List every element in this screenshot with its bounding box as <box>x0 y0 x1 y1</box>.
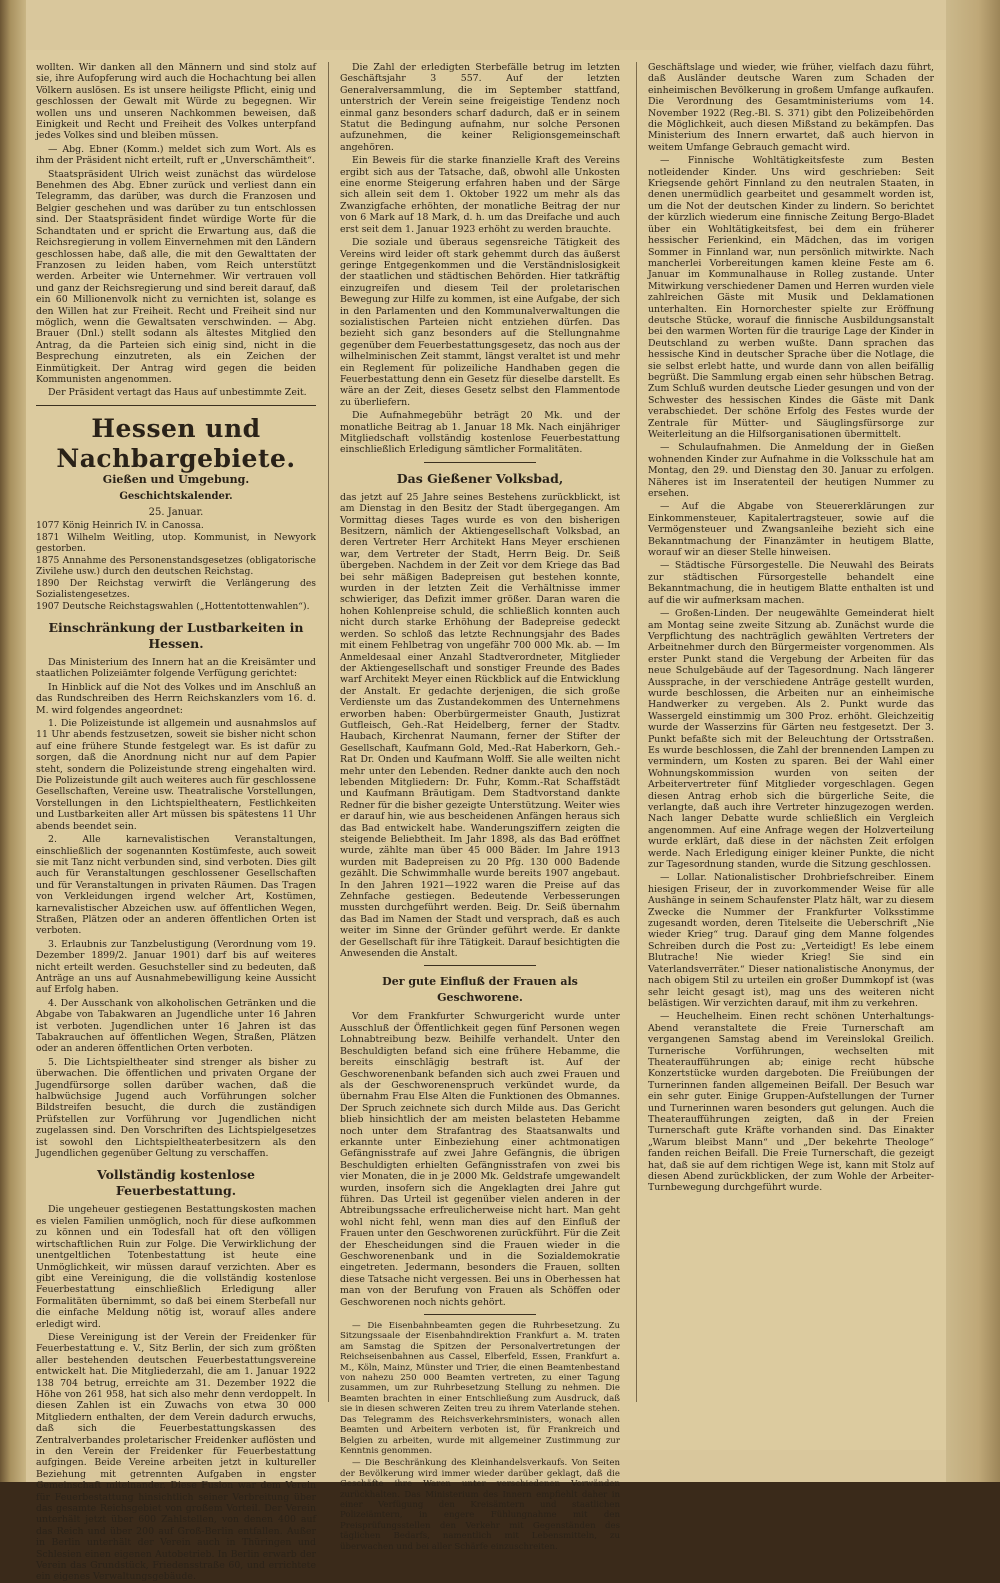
news-item: — Auf die Abgabe von Steuererklärungen zur Einkommensteuer, Kapitalertragsteuer, sowie auf die Vermögensteuer und Zwangsanleihe bezieht sich eine Bekanntmachung der Finanzämter in heutigem Blatte, worauf wir an dieser Stelle hinweisen. <box>648 501 934 559</box>
section-headline: Hessen und Nachbargebiete. <box>56 413 296 473</box>
paragraph: Die soziale und überaus segensreiche Tätigkeit des Vereins wird leider oft stark gehemmt durch das äußerst geringe Entgegenkommen und die Verständnislosigkeit der staatlichen und städtischen Behörden. Hier tatkräftig einzugreifen und diesem Teil der proletarischen Bewegung zur Hilfe zu kommen, ist eine Aufgabe, der sich in den Parlamenten und den Kommunalverwaltungen die sozialistischen Parteien nicht entziehen dürfen. Das bezieht sich ganz besonders auf die Stellungnahme gegenüber dem Feuerbestattungsgesetz, das noch aus der wilhelminischen Zeit stammt, längst veraltet ist und mehr ein Reglement für polizeiliche Handhaben gegen die Feuerbestattung denn ein Gesetz für dieselbe darstellt. Es wäre an der Zeit, dieses Gesetz selbst den Flammentode zu überliefern. <box>340 237 620 408</box>
paragraph: Die Zahl der erledigten Sterbefälle betrug im letzten Geschäftsjahr 3 557. Auf der letzten Generalversammlung, die im September stattfand, unterstrich der Verein seine freigeistige Tendenz noch einmal ganz besonders scharf dadurch, daß er in seinem Statut die Bedingung aufnahm, nur solche Personen aufzunehmen, die keiner Religionsgemeinschaft angehören. <box>340 62 620 153</box>
paragraph: wollten. Wir danken all den Männern und sind stolz auf sie, ihre Aufopferung wird auch die Hochachtung bei allen Völkern auslösen. Es ist unsere heiligste Pflicht, einig und geschlossen der Gewalt mit Würde zu begegnen. Wir wollen uns und unseren Nachkommen beweisen, daß Einigkeit und Recht und Freiheit des Volkes unterpfand jedes Volkes sind und bleiben müssen. <box>36 62 316 142</box>
page-edge <box>946 0 1000 1482</box>
section-subheadline: Gießen und Umgebung. <box>102 472 250 486</box>
paragraph: 5. Die Lichtspieltheater sind strenger als bisher zu überwachen. Die öffentlichen und privaten Organe der Jugendfürsorge sollen darüber wachen, daß die halbwüchsige Jugend auch Vorführungen solcher Bildstreifen besucht, die durch die zuständigen Prüfstellen zur Vorführung vor Jugendlichen nicht zugelassen sind. Den Vorschriften des Lichtspielgesetzes ist sowohl den Lichtspieltheaterbesitzern als den Jugendlichen gegenüber Geltung zu verschaffen. <box>36 1056 316 1160</box>
column-rule <box>636 62 637 1402</box>
paragraph: 4. Der Ausschank von alkoholischen Getränken und die Abgabe von Tabakwaren an Jugendliche unter 16 Jahren ist verboten. Jugendlichen unter 16 Jahren ist das Tabakrauchen auf öffentlichen Wegen, Straßen, Plätzen oder an anderen öffentlichen Orten verboten. <box>36 997 316 1055</box>
paragraph: 1. Die Polizeistunde ist allgemein und ausnahmslos auf 11 Uhr abends festzusetzen, soweit sie bisher nicht schon auf eine frühere Stunde festgelegt war. Es ist dafür zu sorgen, daß die Anordnung nicht nur auf dem Papier steht, sondern die Polizeistunde streng eingehalten wird. Die Polizeistunde gilt auch weiteres auch für geschlossene Gesellschaften, Vereine usw. Theatralische Vorstellungen, Vorstellungen in den Lichtspieltheatern, Festlichkeiten und Lustbarkeiten aller Art müssen bis spätestens 11 Uhr abends beendet sein. <box>36 718 316 832</box>
column-rule <box>328 62 329 1402</box>
paragraph: das jetzt auf 25 Jahre seines Bestehens zurückblickt, ist am Dienstag in den Besitz der Stadt übergegangen. Am Vormittag dieses Tages wurde es von den bisherigen Besitzern, nämlich der Aktiengesellschaft Volksbad, an deren Vertreter Herr Architekt Hans Meyer erschienen war, dem Vertreter der Stadt, Herrn Beig. Dr. Seiß übergeben. Nachdem in der Zeit vor dem Kriege das Bad bei sehr mäßigen Badepreisen gut bestehen konnte, wurden in der letzten Zeit die Verhältnisse immer schwieriger, das Defizit immer größer. Daran waren die hohen Kohlenpreise schuld, die schließlich konnten auch nicht durch starke Erhöhung der Badepreise gedeckt werden. So schloß das letzte Rechnungsjahr des Bades mit einem Fehlbetrag von ungefähr 700 000 Mk. ab. — Im Anmeldesaal einer Anzahl Stadtverordneter, Mitglieder der Aktiengesellschaft und sonstiger Freunde des Bades warf Architekt Meyer einen Rückblick auf die Entwicklung der Anstalt. Er gedachte derjenigen, die sich große Verdienste um das Zustandekommen des Unternehmens erworben haben: Oberbürgermeister Gnauth, Justizrat Gutfleisch, Geh.-Rat Heidelberg, ferner der Stadtv. Haubach, Kirchenrat Naumann, ferner der Stifter der Gesellschaft, Kaufmann Gold, Med.-Rat Haberkorn, Geh.-Rat Dr. Onden und Kaufmann Wolff. Sie alle weilten nicht mehr unter den Lebenden. Redner dankte auch den noch lebenden Mitgliedern: Dr. Fuhr, Komm.-Rat Schaffstädt und Kaufmann Bräutigam. Dem Stadtvorstand dankte Redner für die bisher gezeigte Unterstützung. Weiter wies er darauf hin, wie aus bescheidenen Anfängen heraus sich das Bad entwickelt habe. Wanderungsziffern zeigten die steigende Beliebtheit. Im Jahr 1898, als das Bad eröffnet wurde, zählte man über 45 000 Bäder. Im Jahre 1913 wurden mit Badepreisen zu 20 Pfg. 130 000 Badende gezählt. Die Schwimmhalle wurde bereits 1907 angebaut. In den Jahren 1921—1922 waren die Preise auf das Zehnfache gestiegen. Bedeutende Verbesserungen mussten durchgeführt werden. Beig. Dr. Seiß übernahm das Bad im Namen der Stadt und versprach, daß es auch weiter im Sinne der Gründer geführt werde. Er dankte der Gesellschaft für ihre Tätigkeit. Darauf besichtigten die Anwesenden die Anstalt. <box>340 491 620 960</box>
paragraph: 3. Erlaubnis zur Tanzbelustigung (Verordnung vom 19. Dezember 1899/2. Januar 1901) darf bis auf weiteres nicht erteilt werden. Gesuchsteller sind zu bedeuten, daß Anträge an uns auf Ausnahmebewilligung keine Aussicht auf Erfolg haben. <box>36 938 316 996</box>
article-headline: Einschränkung der Lustbarkeiten in Hessen. <box>48 620 304 651</box>
column-3 <box>648 62 934 1402</box>
news-item: — Lollar. Nationalistischer Drohbriefschreiber. Einem hiesigen Friseur, der in zuvorkommender Weise für alle Aushänge in seinem Schaufenster Platz hält, war zu diesem Zwecke die Nummer der Frankfurter Volksstimme zugesandt worden, deren Titelseite die Ueberschrift „Nie wieder Krieg“ trug. Darauf ging dem Manne folgendes Schreiben durch die Post zu: „Verteidigt! Es lebe einem Blutrache! Nie wieder Krieg! Sie sind ein Vaterlandsverräter.“ Dieser nationalistische Anonymus, der nach obigem Stil zu urteilen ein großer Dummkopf ist (was sehr leicht gesagt ist), mag uns des weiteren nicht belästigen. Wir verzichten darauf, mit ihm zu verkehren. <box>648 872 934 1009</box>
paragraph: Staatspräsident Ulrich weist zunächst das würdelose Benehmen des Abg. Ebner zurück und verliest dann ein Telegramm, das darüber, was durch die Franzosen und Belgier geschehen und was darüber zu tun entschlossen sind. Der Staatspräsident findet würdige Worte für die Schandtaten und er spricht die Erwartung aus, daß die Reichsregierung in vollem Einvernehmen mit den Ländern geschlossen habe, daß alle, die mit den Gewalttaten der Franzosen zu leiden haben, vom Reich unterstützt werden. Arbeiter wie Unternehmer. Wir vertrauen voll und ganz der Reichsregierung und sind bereit darauf, daß ein 60 Millionenvolk nicht zu vernichten ist, solange es den Willen hat zur Freiheit. Recht und Freiheit sind nur möglich, wenn die Gewaltsaten verschwinden. — Abg. Brauer (Dnl.) stellt sodann als ältestes Mitglied den Antrag, da die Parteien sich einig sind, nicht in die Besprechung einzutreten, als ein Zeichen der Einmütigkeit. Der Antrag wird gegen die beiden Kommunisten angenommen. <box>36 168 316 385</box>
calendar-entry: 1871 Wilhelm Weitling, utop. Kommunist, in Newyork gestorben. <box>36 532 316 554</box>
column-1 <box>36 62 316 1583</box>
calendar-heading: Geschichtskalender. <box>119 491 233 503</box>
paragraph: Die Aufnahmegebühr beträgt 20 Mk. und der monatliche Beitrag ab 1. Januar 18 Mk. Nach einjähriger Mitgliedschaft vollständig kostenlose Feuerbestattung einschließlich Erledigung sämtlicher Formalitäten. <box>340 410 620 456</box>
column-2 <box>340 62 620 1552</box>
article-headline: Vollständig kostenlose Feuerbestattung. <box>97 1167 255 1199</box>
paragraph: — Abg. Ebner (Komm.) meldet sich zum Wort. Als es ihm der Präsident nicht erteilt, ruft er „Unverschämtheit“. <box>36 143 316 167</box>
calendar-entry: 1907 Deutsche Reichstagswahlen („Hottentottenwahlen“). <box>36 601 310 612</box>
news-item: — Städtische Fürsorgestelle. Die Neuwahl des Beirats zur städtischen Fürsorgestelle behandelt eine Bekanntmachung, die in heutigem Blatte enthalten ist und auf die wir aufmerksam machen. <box>648 560 934 606</box>
news-item: — Die Beschränkung des Kleinhandelsverkaufs. Von Seiten der Bevölkerung wird immer wieder darüber geklagt, daß die Geschäfte ihre Waren unter verschiedenen Vorwänden zurückhalten. Das Ministerium des Innern empfiehlt daher in einer Verfügung den Kreisämtern und staatlichen Polizeiämtern, in engere Fühlungnahme mit den Preisprüfungsstellen den Verkehr mit Gegenständen des täglichen Bedarfs, namentlich mit Lebensmitteln, zu überwachen und bei aller Schärfe einzuschreiten. <box>340 1458 620 1552</box>
news-item: — Finnische Wohltätigkeitsfeste zum Besten notleidender Kinder. Uns wird geschrieben: Seit Kriegsende gehört Finnland zu den neutralen Staaten, in denen unermüdlich gearbeitet und gesammelt worden ist, um die Not der deutschen Kinder zu lindern. So berichtet der kürzlich wiederum eine finnische Zeitung Bergo-Bladet über ein Wohltätigkeitsfest, bei dem ein früherer hessischer Ferienkind, ein Mädchen, das im vorigen Sommer in Finnland war, nun persönlich mitwirkte. Nach mancherlei Vorbereitungen kamen kleine Feste am 6. Januar im Kommunalhause in Rolleg zustande. Unter Mitwirkung verschiedener Damen und Herren wurden viele zahlreichen Gäste mit Musik und Deklamationen unterhalten. Ein Hornorchester spielte zur Eröffnung deutsche Stücke, worauf die finnische Ausbildungsanstalt bei den warmen Worten für die traurige Lage der Kinder in Deutschland zu werben wußte. Dann sprachen das hessische Kind in deutscher Sprache über die Notlage, die sie selbst erlebt hatte, und wurde dann von allen beifällig begrüßt. Die Sammlung ergab einen sehr hübschen Betrag. Zum Schluß wurden deutsche Lieder gesungen und von der Schwester des hessischen Kindes die Gäste mit Dank verabschiedet. Der schöne Erfolg des Festes wurde der Zentrale für Mütter- und Säuglingsfürsorge zur Weiterleitung an die Hilfsorganisationen übermittelt. <box>648 155 934 440</box>
calendar-entry: 1890 Der Reichstag verwirft die Verlängerung des Sozialistengesetzes. <box>36 578 316 600</box>
paragraph: 2. Alle karnevalistischen Veranstaltungen, einschließlich der sogenannten Kostümfeste, auch soweit sie mit Tanz nicht verbunden sind, sind verboten. Dies gilt auch für Veranstaltungen geschlossener Gesellschaften und für Veranstaltungen in privaten Räumen. Das Tragen von Verkleidungen irgend welcher Art, Kostümen, karnevalistischer Abzeichen usw. auf öffentlichen Wegen, Straßen, Plätzen oder an anderen öffentlichen Orten ist verboten. <box>36 834 316 937</box>
book-binding <box>0 0 26 1482</box>
calendar-entry: 1875 Annahme des Personenstandsgesetzes (obligatorische Zivilehe usw.) durch den deutschen Reichstag. <box>36 555 316 577</box>
paragraph: Die ungeheuer gestiegenen Bestattungskosten machen es vielen Familien unmöglich, noch für diese aufkommen zu können und ein Todesfall hat oft den völligen wirtschaftlichen Ruin zur Folge. Die Verwirklichung der unentgeltlichen Totenbestattung ist heute eine Unmöglichkeit, wir müssen darauf verzichten. Aber es gibt eine Vereinigung, die die vollständig kostenlose Feuerbestattung einschließlich Erledigung aller Formalitäten übernimmt, so daß bei einem Sterbefall nur die einfache Meldung nötig ist, worauf alles andere erledigt wird. <box>36 1204 316 1330</box>
news-item: — Heuchelheim. Einen recht schönen Unterhaltungs-Abend veranstaltete die Freie Turnerschaft am vergangenen Samstag abend im Vereinslokal Greilich. Turnerische Vorführungen, wechselten mit Theateraufführungen ab; einige recht hübsche Konzertstücke wurden dargeboten. Die Freiübungen der Turnerinnen fanden allgemeinen Beifall. Der Besuch war ein sehr guter. Einige Gruppen-Aufstellungen der Turner und Turnerinnen waren besonders gut gelungen. Auch die Theateraufführungen zeigten, daß in der Freien Turnerschaft gute Kräfte vorhanden sind. Das Einakter „Warum bleibst Mann“ und „Der bekehrte Theologe“ fanden reichen Beifall. Die Freie Turnerschaft, die gezeigt hat, daß sie auf dem richtigen Wege ist, kann mit Stolz auf diesen Abend zurückblicken, der zum Wohle der Arbeiter-Turnbewegung durchgeführt wurde. <box>648 1011 934 1194</box>
paragraph: In Hinblick auf die Not des Volkes und im Anschluß an das Rundschreiben des Herrn Reichskanzlers vom 16. d. M. wird folgendes angeordnet: <box>36 681 316 716</box>
paragraph: Vor dem Frankfurter Schwurgericht wurde unter Ausschluß der Öffentlichkeit gegen fünf Personen wegen Lohnabtreibung bezw. Beihilfe verhandelt. Unter den Beschuldigten befand sich eine frühere Hebamme, die bereits einschlägig bestraft ist. Auf der Geschworenenbank befanden sich auch zwei Frauen und als der Geschworenenspruch verkündet wurde, da übernahm Frau Else Alten die Funktionen des Obmannes. Der Spruch zeichnete sich durch Milde aus. Das Gericht blieb hinsichtlich der am meisten belasteten Hebamme noch unter dem Strafantrag des Staatsanwalts und erkannte unter Einbeziehung einer achtmonatigen Gefängnisstrafe auf zwei Jahre Gefängnis, die übrigen Beschuldigten erhielten Gefängnisstrafen von zwei bis vier Monaten, die in je 2000 Mk. Geldstrafe umgewandelt wurden, insofern sich die Angeklagten drei Jahre gut führen. Das Urteil ist gegenüber vielen anderen in der Abtreibungssache erfreulicherweise nicht hart. Man geht wohl nicht fehl, wenn man dies auf den Einfluß der Frauen unter den Geschworenen zurückführt. Für die Zeit der Ehescheidungen sind die Frauen wieder in die Geschworenenbank und in die Sozialdemokratie eingetreten. Jedermann, besonders die Frauen, sollten diese Tatsache nicht vergessen. Bei uns in Oberhessen hat man von der Berufung von Frauen als Schöffen oder Geschworenen noch nichts gehört. <box>340 1011 620 1308</box>
divider <box>424 462 536 463</box>
calendar-date: 25. Januar. <box>148 506 204 518</box>
paragraph: Geschäftslage und wieder, wie früher, vielfach dazu führt, daß Ausländer deutsche Waren zum Schaden der einheimischen Bevölkerung in großem Umfange aufkaufen. Die Verordnung des Gesamtministeriums vom 14. November 1922 (Reg.-Bl. S. 371) gibt den Polizeibehörden die Möglichkeit, auch diesen Mißstand zu bekämpfen. Das Ministerium des Innern erwartet, daß auch hiervon in weitem Umfange Gebrauch gemacht wird. <box>648 62 934 153</box>
news-item: — Die Eisenbahnbeamten gegen die Ruhrbesetzung. Zu Sitzungssaale der Eisenbahndirektion Frankfurt a. M. traten am Samstag die Spitzen der Personalvertretungen der Reichseisenbahnen aus Cassel, Elberfeld, Essen, Frankfurt a. M., Köln, Mainz, Münster und Trier, die einen Beamtenbestand von nahezu 250 000 Beamten vertreten, zu einer Tagung zusammen, um zur Ruhrbesetzung Stellung zu nehmen. Die Beamten brachten in einer Entschließung zum Ausdruck, daß sie in diesen schweren Zeiten treu zu ihrem Vaterlande stehen. Das Telegramm des Reichsverkehrsministers, wonach allen Beamten und Arbeitern verboten ist, für Frankreich und Belgien zu arbeiten, wurde mit allgemeiner Zustimmung zur Kenntnis genommen. <box>340 1321 620 1456</box>
paragraph: Ein Beweis für die starke finanzielle Kraft des Vereins ergibt sich aus der Tatsache, daß, obwohl alle Unkosten eine enorme Steigerung erfahren haben und der Särge sich allein seit dem 1. Oktober 1922 um mehr als das Zwanzigfache erhöhten, der monatliche Beitrag der nur von 6 Mark auf 18 Mark, d. h. um das Dreifache und auch erst seit dem 1. Januar 1923 erhöht zu werden brauchte. <box>340 155 620 235</box>
news-item: — Schulaufnahmen. Die Anmeldung der in Gießen wohnenden Kinder zur Aufnahme in die Volksschule hat am Montag, den 29. und Dienstag den 30. Januar zu erfolgen. Näheres ist im Inseratenteil der heutigen Nummer zu ersehen. <box>648 442 934 500</box>
article-headline: Das Gießener Volksbad, <box>396 470 564 486</box>
paragraph: Der Präsident vertagt das Haus auf unbestimmte Zeit. <box>48 387 307 399</box>
divider <box>36 405 316 406</box>
calendar-entry: 1077 König Heinrich IV. in Canossa. <box>36 520 204 531</box>
paragraph: Das Ministerium des Innern hat an die Kreisämter und staatlichen Polizeiämter folgende Verfügung gerichtet: <box>36 657 316 680</box>
article-headline: Der gute Einfluß der Frauen als Geschworene. <box>382 975 578 1005</box>
divider <box>424 965 536 966</box>
divider <box>424 1314 536 1315</box>
news-item: — Großen-Linden. Der neugewählte Gemeinderat hielt am Montag seine zweite Sitzung ab. Zunächst wurde die Verpflichtung des nachträglich gewählten Vertreters der Arbeitnehmer durch den Bürgermeister vorgenommen. Als erster Punkt stand die Vergebung der Arbeiten für das neue Schulgebäude auf der Tagesordnung. Nach längerer Aussprache, in der verschiedene Anträge gestellt wurden, wurde beschlossen, die Arbeiten nur an einheimische Handwerker zu vergeben. Als 2. Punkt wurde das Wassergeld einstimmig um 300 Proz. erhöht. Gleichzeitig wurde der Wasserzins für Gärten neu festgesetzt. Der 3. Punkt befaßte sich mit der Beleuchtung der Ortsstraßen. Es wurde beschlossen, die Zahl der brennenden Lampen zu vermindern, um Kosten zu sparen. Bei der Wahl einer Wohnungskommission wurden von seiten der Arbeitervertreter fünf Mitglieder vorgeschlagen. Gegen diesen Antrag erhob sich die bürgerliche Seite, die verlangte, daß auch ihre Vertreter hinzugezogen werden. Nach langer Debatte wurde schließlich ein Vergleich angenommen. Auf eine Anfrage wegen der Holzverteilung wurde erklärt, daß diese in der nächsten Zeit erfolgen werde. Nach Erledigung einiger kleiner Punkte, die nicht zur Tagesordnung standen, wurde die Sitzung geschlossen. <box>648 608 934 871</box>
paragraph: Diese Vereinigung ist der Verein der Freidenker für Feuerbestattung e. V., Sitz Berlin, der sich zum größten aller bestehenden deutschen Feuerbestattungsvereine entwickelt hat. Die Mitgliederzahl, die am 1. Januar 1922 138 704 betrug, erreichte am 31. Dezember 1922 die Höhe von 261 958, hat sich also mehr denn verdoppelt. In diesen Zahlen ist ein Zuwachs von etwa 30 000 Mitgliedern enthalten, der dem Verein dadurch erwuchs, daß sich die Feuerbestattungskassen des Zentralverbandes proletarischer Freidenker auflösten und in den Verein der Freidenker für Feuerbestattung aufgingen. Beide Vereine arbeiten jetzt in kultureller Beziehung mit getrennten Aufgaben in engster Gemeinschaft miteinander. Diese Fusion war dem Verein für Feuerbestattung hinsichtlich seiner Verbreitung über das gesamte Reichsgebiet von großem Vorteil. Der Verein unterhält jetzt über 600 Zahlstellen, von denen 400 auf das Reich und über 200 auf Groß-Berlin entfallen. Außer in Berlin unterhält der Verein auch in Thüringen und Schlesien einen eigenen Autobetrieb. In Berlin erwarb der Verein das Grundstück, Friedensstraße 60, und errichtete ein eigenes Verwaltungsgebäude. <box>36 1331 316 1583</box>
